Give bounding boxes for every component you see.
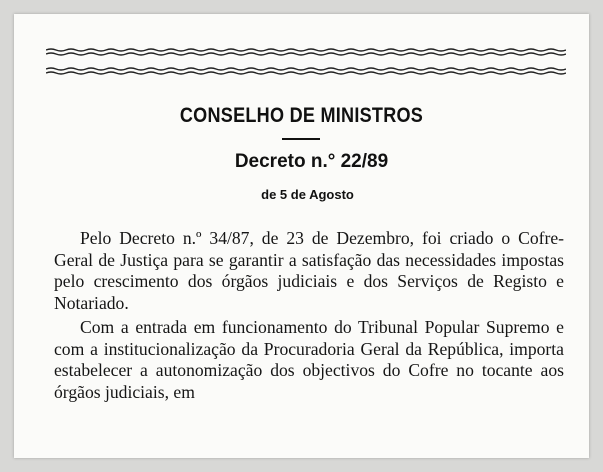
decree-date: de 5 de Agosto [261, 187, 354, 202]
heading-divider [282, 138, 320, 140]
paragraph-1: Pelo Decreto n.º 34/87, de 23 de Dezembro, foi criado o Cofre-Geral de Justiça para se garantir a satisfação das necessidades impostas pelo crescimento dos órgãos judiciais e dos Serviços de Registo e Notariado. [54, 228, 564, 313]
decree-title: Decreto n.° 22/89 [234, 151, 389, 172]
council-heading: CONSELHO DE MINISTROS [179, 104, 424, 127]
lower-double-wavy-rule [46, 67, 566, 75]
paragraph-2: Com a entrada em funcionamento do Tribunal Popular Supremo e com a institucionalização da Procuradoria Geral da República, importa estabelecer a autonomização dos objectivos do Cofre no tocante aos órgãos judiciais, em [54, 317, 564, 402]
top-double-wavy-rule [46, 48, 566, 56]
document-page [14, 14, 589, 458]
